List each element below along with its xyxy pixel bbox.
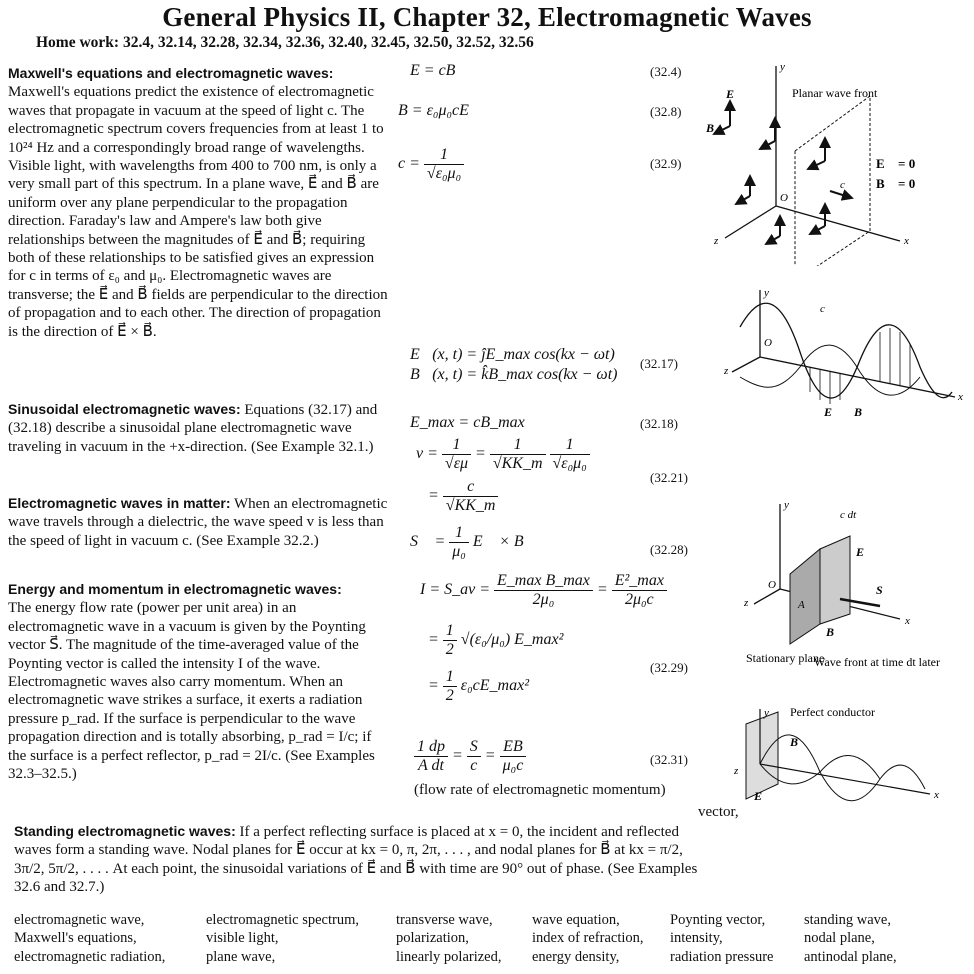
- axis-label-z: z: [734, 765, 739, 777]
- axis-label-x: x: [958, 391, 963, 403]
- figure-standing-wave: [730, 704, 970, 814]
- axis-label-z: z: [744, 597, 749, 609]
- figure-label-b-zero: B⃗ = 0: [876, 176, 916, 191]
- figure-energy-flow: [740, 494, 970, 694]
- equation-32-18: E_max = cB_max: [410, 414, 525, 431]
- section-energy: [8, 580, 393, 783]
- axis-label-y: y: [764, 287, 769, 299]
- key-terms-col-6: standing wave, nodal plane, antinodal plane,: [804, 912, 897, 965]
- cdt-label: c dt: [840, 509, 857, 521]
- axis-label-x: x: [934, 789, 939, 801]
- equation-32-17-e: E⃗(x, t) = ĵE_max cos(kx − ωt): [410, 346, 615, 363]
- equation-number: (32.8): [650, 104, 682, 119]
- conductor-label: Perfect conductor: [790, 705, 875, 719]
- b-field-label: B⃗: [854, 405, 872, 419]
- equation-32-4: E = cB: [410, 62, 456, 79]
- b-field-label: B⃗: [790, 735, 808, 749]
- wavefront-label: Wave front at time dt later: [814, 655, 940, 669]
- origin-label: O: [764, 337, 772, 349]
- section-sinusoidal: [8, 400, 393, 456]
- b-field-label: B⃗: [706, 121, 724, 135]
- equation-note: (flow rate of electromagnetic momentum): [414, 782, 666, 798]
- figure-planar-wavefront: [700, 56, 970, 266]
- section-text: If a perfect reflecting surface is placed at x = 0, the incident and reflected waves form a standing wave. Nodal planes for E⃗ occur at kx = 0, π, 2π, . . . , and nodal planes for B⃗ at kx = π/2, 3π/2, 5π/2, . . . . At each point, the sinusoidal variations of E⃗ and B⃗ with time are 90° out of phase. (See Examples 32.6 and 32.7.): [14, 824, 698, 896]
- section-text: When an electromagnetic wave travels through a dielectric, the wave speed v is less than the speed of light in vacuum c. (See Example 32.2.): [8, 496, 388, 549]
- equation-number: (32.28): [650, 542, 688, 557]
- section-matter: [8, 494, 393, 550]
- equation-number: (32.18): [640, 416, 678, 431]
- key-terms-col-3: transverse wave, polarization, linearly polarized,: [396, 912, 502, 965]
- area-label: A: [798, 599, 805, 611]
- poynting-label: S⃗: [876, 583, 893, 597]
- equation-number: (32.21): [650, 470, 688, 485]
- axis-label-z: z: [724, 365, 729, 377]
- section-heading: Energy and momentum in electromagnetic waves:: [8, 581, 342, 597]
- equation-number: (32.9): [650, 156, 682, 171]
- section-heading: Sinusoidal electromagnetic waves:: [8, 401, 241, 417]
- equation-32-9: c = $\frac{1}{\text{√ε₀μ₀}}$: [398, 146, 464, 183]
- equation-32-21-b: = $\frac{c}{√KK\_m}$: [428, 478, 498, 515]
- speed-label: c: [820, 303, 825, 315]
- section-standing: [14, 822, 704, 897]
- origin-label: O: [768, 579, 776, 591]
- axis-label-z: z: [714, 235, 719, 247]
- speed-label: c: [840, 179, 845, 191]
- axis-label-y: y: [784, 499, 789, 511]
- section-text: The energy flow rate (power per unit area) in an electromagnetic wave in a vacuum is given by the Poynting vector S⃗. The magnitude of the time-averaged value of the Poynting vector is called the intensity I of the wave. Electromagnetic waves also carry momentum. When an electromagnetic wave strikes a surface, it exerts a radiation pressure p_rad. If the surface is perpendicular to the wave propagation direction and is totally absorbing, p_rad = I/c; if the surface is a perfect reflector, p_rad = 2I/c. (See Examples 32.3–32.5.): [8, 600, 375, 783]
- figure-label-planar: Planar wave front: [792, 86, 878, 100]
- e-field-label: E⃗: [824, 405, 842, 419]
- e-field-label: E⃗: [726, 87, 744, 101]
- equation-32-8: B = ε₀μ₀cE: [398, 102, 469, 119]
- equation-32-29-b: = $\frac{1}{2}$ √(ε₀/μ₀) E_max²: [428, 622, 564, 658]
- e-field-label: E⃗: [754, 789, 772, 803]
- section-heading: Standing electromagnetic waves:: [14, 823, 236, 839]
- figure-sinusoidal-wave: [720, 282, 970, 422]
- axis-label-x: x: [905, 615, 910, 627]
- section-heading: Electromagnetic waves in matter:: [8, 495, 231, 511]
- figure-label-e-zero: E⃗ = 0: [876, 156, 916, 171]
- equation-32-29-c: = $\frac{1}{2}$ ε₀cE_max²: [428, 668, 529, 704]
- equation-number: (32.17): [640, 356, 678, 371]
- axis-label-y: y: [780, 61, 785, 73]
- e-field-label: E⃗: [856, 545, 874, 559]
- stationary-label: Stationary plane: [746, 651, 825, 665]
- equation-32-21-a: v = $\frac{1}{√\varepsilon\mu}$ = $\frac{1}{√KK\_m}$ $\frac{1}{\text{√ε₀μ₀}}$: [416, 436, 590, 473]
- section-text: Equations (32.17) and (32.18) describe a sinusoidal plane electromagnetic wave traveling in vacuum in the +x-direction. (See Example 32.1.): [8, 402, 378, 455]
- key-terms-col-4: wave equation, index of refraction, energy density,: [532, 912, 644, 965]
- equation-number: (32.4): [650, 64, 682, 79]
- stray-word: vector,: [698, 804, 739, 820]
- equation-number: (32.31): [650, 752, 688, 767]
- section-maxwell: [8, 64, 393, 341]
- section-text: Maxwell's equations predict the existence of electromagnetic waves that propagate in vacuum at the speed of light c. The electromagnetic spectrum covers frequencies from at least 1 to 10²⁴ Hz and a correspondingly broad range of wavelengths. Visible light, with wavelengths from 400 to 700 nm, is only a very small part of this spectrum. In a plane wave, E⃗ and B⃗ are uniform over any plane perpendicular to the propagation direction. Faraday's law and Ampere's law both give relationships between the magnitudes of E⃗ and B⃗; requiring both of these relationships to be satisfied gives an expression for c in terms of ε₀ and μ₀. Electromagnetic waves are transverse; the E⃗ and B⃗ fields are perpendicular to the direction of propagation and to each other. The direction of propagation is the direction of E⃗ × B⃗.: [8, 84, 388, 340]
- key-terms-col-5: Poynting vector, intensity, radiation pressure: [670, 912, 774, 965]
- equation-32-28: S⃗ = $\frac{1}{\text{μ₀}}$ E⃗ × B⃗: [410, 524, 537, 560]
- page-title: General Physics II, Chapter 32, Electromagnetic Waves: [162, 2, 812, 32]
- axis-label-y: y: [764, 707, 769, 719]
- axis-label-x: x: [904, 235, 909, 247]
- equation-32-29-a: I = S_av = $\frac{\text{E\_max B\_max}}{\text{2μ₀}}$ = $\frac{\text{E²\_max}}{\text{2μ₀c}}$: [420, 572, 667, 609]
- equation-32-31: $\frac{1 dp}{\text{A dt}}$ = $\frac{S}{c}$ = $\frac{EB}{\text{μ₀c}}$: [414, 738, 526, 775]
- b-field-label: B⃗: [826, 625, 844, 639]
- section-heading: Maxwell's equations and electromagnetic waves:: [8, 65, 334, 81]
- equation-number: (32.29): [650, 660, 688, 675]
- key-terms-col-2: electromagnetic spectrum, visible light, plane wave,: [206, 912, 359, 965]
- origin-label: O: [780, 192, 788, 204]
- key-terms-col-1: electromagnetic wave, Maxwell's equations, electromagnetic radiation,: [14, 912, 166, 965]
- homework-line: Home work: 32.4, 32.14, 32.28, 32.34, 32.36, 32.40, 32.45, 32.50, 32.52, 32.56: [36, 34, 534, 51]
- equation-32-17-b: B⃗(x, t) = k̂B_max cos(kx − ωt): [410, 366, 618, 383]
